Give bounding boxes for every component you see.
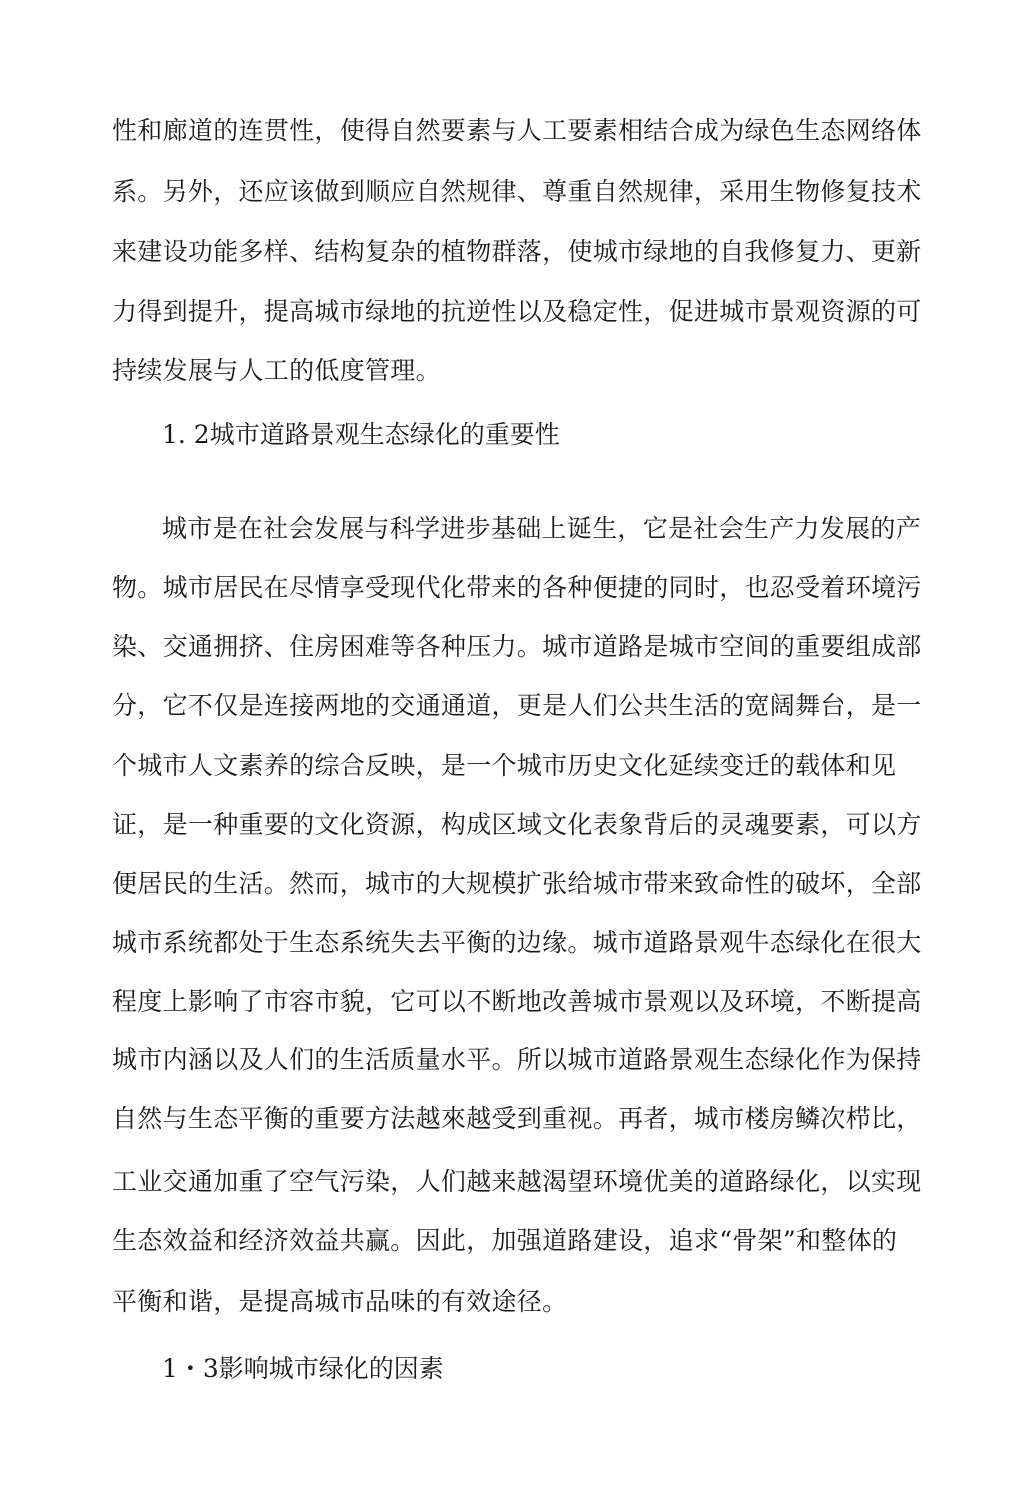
paragraph-line: 工业交通加重了空气污染，人们越来越渴望环境优美的道路绿化，以实现 <box>112 1167 922 1196</box>
paragraph-line: 个城市人文素养的综合反映，是一个城市历史文化延续变迁的载体和见 <box>112 751 897 780</box>
paragraph-line: 程度上影响了市容市貌，它可以不断地改善城市景观以及环境，不断提高 <box>112 987 922 1016</box>
paragraph-line: 城市是在社会发展与科学进步基础上诞生，它是社会生产力发展的产 <box>162 514 922 543</box>
section-heading: 1. 2城市道路景观生态绿化的重要性 <box>162 420 560 449</box>
paragraph-line: 证，是一种重要的文化资源，构成区域文化表象背后的灵魂要素，可以方 <box>112 810 922 839</box>
paragraph-line: 自然与生态平衡的重要方法越來越受到重视。再者，城市楼房鳞次栉比， <box>112 1104 922 1133</box>
paragraph-line: 物。城市居民在尽情享受现代化带来的各种便捷的同时，也忍受着环境污 <box>112 573 922 602</box>
paragraph-line: 生态效益和经济效益共赢。因此，加强道路建设，追求“骨架”和整体的 <box>112 1226 898 1255</box>
paragraph-line: 力得到提升，提高城市绿地的抗逆性以及稳定性，促进城市景观资源的可 <box>112 297 922 326</box>
paragraph-line: 分，它不仅是连接两地的交通通道，更是人们公共生活的宽阔舞台，是一 <box>112 691 922 720</box>
paragraph-line: 染、交通拥挤、住房困难等各种压力。城市道路是城市空间的重要组成部 <box>112 632 922 661</box>
paragraph-line: 平衡和谐，是提高城市品味的有效途径。 <box>112 1287 568 1316</box>
paragraph-line: 城市系统都处于生态系统失去平衡的边缘。城市道路景观牛态绿化在很大 <box>112 928 922 957</box>
section-heading: 1・3影响城市绿化的因素 <box>162 1354 444 1383</box>
paragraph-line: 系。另外，还应该做到顺应自然规律、尊重自然规律，采用生物修复技术 <box>112 177 922 206</box>
paragraph-line: 性和廊道的连贯性，使得自然要素与人工要素相结合成为绿色生态网络体 <box>112 116 922 145</box>
paragraph-line: 便居民的生活。然而，城市的大规模扩张给城市带来致命性的破坏，全部 <box>112 869 922 898</box>
paragraph-line: 持续发展与人工的低度管理。 <box>112 356 441 385</box>
paragraph-line: 来建设功能多样、结构复杂的植物群落，使城市绿地的自我修复力、更新 <box>112 237 922 266</box>
paragraph-line: 城市内涵以及人们的生活质量水平。所以城市道路景观生态绿化作为保持 <box>112 1045 922 1074</box>
